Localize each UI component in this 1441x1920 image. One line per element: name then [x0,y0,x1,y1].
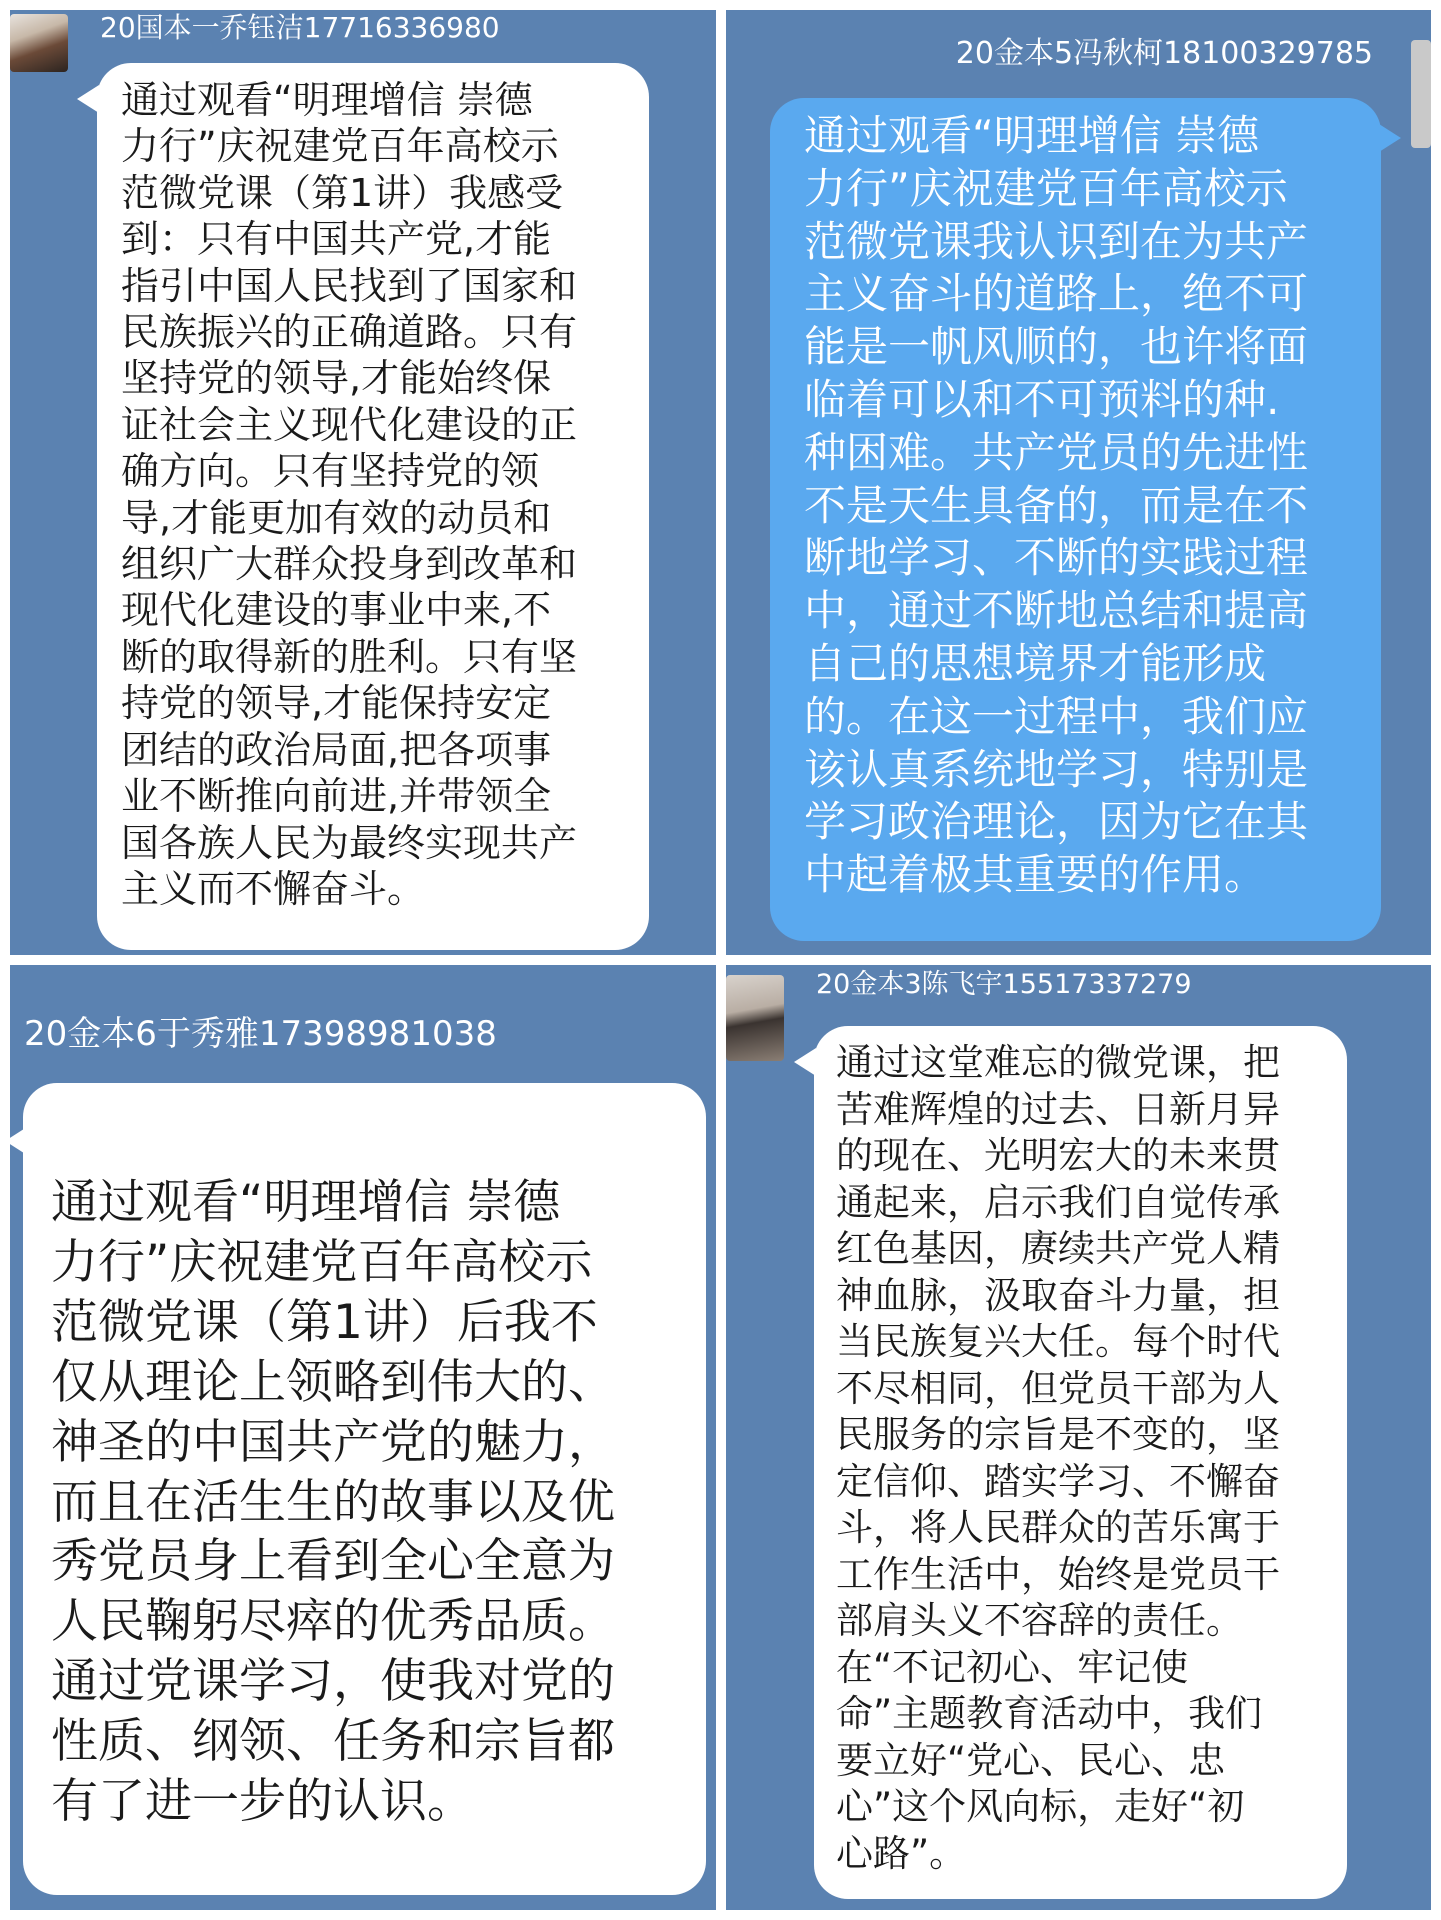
bubble-tail [1379,124,1401,152]
message-bubble[interactable] [97,63,649,950]
avatar[interactable] [726,975,784,1061]
bubble-tail [794,1048,816,1076]
chat-panel-4 [726,965,1431,1910]
sender-name: 20金本6于秀雅17398981038 [24,1014,497,1054]
chat-panel-1 [10,10,716,955]
sender-name: 20金本3陈飞宇15517337279 [816,969,1192,1000]
message-text: 通过这堂难忘的微党课，把 苦难辉煌的过去、日新月异 的现在、光明宏大的未来贯 通起来，启示我们自觉传承 红色基因，赓续共产党人精 神血脉，汲取奋斗力量，担 当民族复兴大任。每个时代 不尽相同，但党员干部为人 民服务的宗旨是不变的，坚 定信仰、踏实学习、不懈奋 斗，将人民群众的苦乐寓于 工作生活中，始终是党员干 部肩头义不容辞的责任。 在“不记初心、牢记使 命”主题教育活动中，我们 要立好“党心、民心、忠 心”这个风向标，走好“初 心路”。 [836,1041,1280,1875]
sender-name: 20国本一乔钰洁17716336980 [100,11,500,44]
chat-panel-2 [726,10,1431,955]
message-text: 通过观看“明理增信 崇德 力行”庆祝建党百年高校示 范微党课我认识到在为共产 主义奋斗的道路上，绝不可 能是一帆风顺的，也许将面 临着可以和不可预料的种. 种困难。共产党员的先进性 不是天生具备的，而是在不 断地学习、不断的实践过程 中，通过不断地总结和提高 自己的思想境界才能形成 的。在这一过程中，我们应 该认真系统地学习，特别是 学习政治理论，因为它在其 中起着极其重要的作用。 [804,111,1309,900]
message-bubble[interactable] [23,1083,706,1895]
message-text: 通过观看“明理增信 崇德 力行”庆祝建党百年高校示 范微党课（第1讲）我感受 到：只有中国共产党,才能 指引中国人民找到了国家和 民族振兴的正确道路。只有 坚持党的领导,才能始终保 证社会主义现代化建设的正 确方向。只有坚持党的领 导,才能更加有效的动员和 组织广大群众投身到改革和 现代化建设的事业中来,不 断的取得新的胜利。只有坚 持党的领导,才能保持安定 团结的政治局面,把各项事 业不断推向前进,并带领全 国各族人民为最终实现共产 主义而不懈奋斗。 [121,78,578,911]
message-text: 通过观看“明理增信 崇德 力行”庆祝建党百年高校示 范微党课（第1讲）后我不 仅从理论上领略到伟大的、 神圣的中国共产党的魅力， 而且在活生生的故事以及优 秀党员身上看到全心全意为 人民鞠躬尽瘁的优秀品质。 通过党课学习，使我对党的 性质、纲领、任务和宗旨都 有了进一步的认识。 [51,1175,615,1830]
avatar[interactable] [10,14,68,72]
message-bubble[interactable] [770,98,1381,941]
avatar[interactable] [1411,40,1431,148]
bubble-tail [77,85,99,113]
sender-name: 20金本5冯秋柯18100329785 [955,36,1373,71]
bubble-tail [10,1127,27,1155]
message-bubble[interactable] [814,1026,1347,1899]
chat-panel-3 [10,965,716,1910]
